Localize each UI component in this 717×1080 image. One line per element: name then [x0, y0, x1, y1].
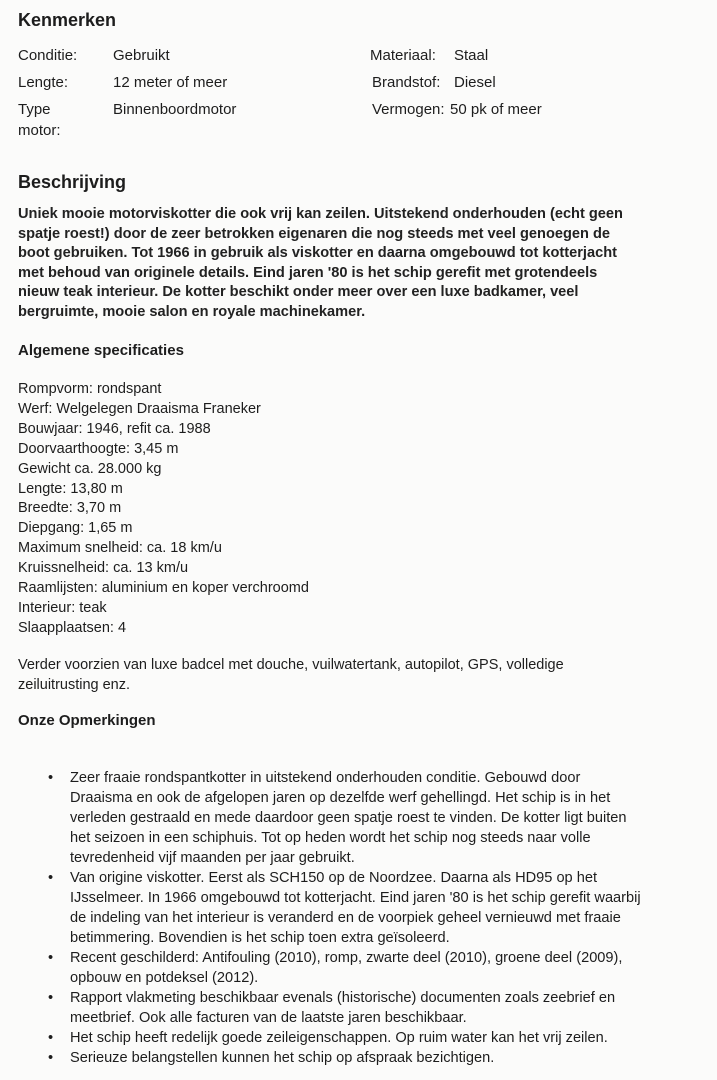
brandstof-label: Brandstof: [372, 74, 441, 91]
specificaties-list [18, 380, 309, 639]
remark-line: IJsselmeer. In 1966 omgebouwd tot kotterjacht. Eind jaren '80 is het schip gerefit waarbij [70, 890, 641, 906]
remark-line: • Serieuze belangstellen kunnen het schip op afspraak bezichtigen. [70, 1050, 495, 1066]
verder-line: zeiluitrusting enz. [18, 677, 131, 693]
verder-paragraph [18, 655, 668, 695]
spec-line: Slaapplaatsen: 4 [18, 619, 127, 636]
beschrijving-line: spatje roest!) door de zeer betrokken eigenaren die nog steeds met veel genoegen de [18, 225, 611, 242]
beschrijving-line: bergruimte, mooie salon en royale machinekamer. [18, 303, 366, 320]
remark-line: tevredenheid vijf maanden per jaar gebruikt. [70, 850, 355, 866]
beschrijving-body [18, 205, 698, 322]
type-motor-label-line1: Type [18, 101, 51, 118]
remark-line: het seizoen in een schiphuis. Tot op heden wordt het schip nog steeds naar volle [70, 830, 591, 846]
remark-line: de indeling van het interieur is veranderd en de voorpiek geheel vernieuwd met fraaie [70, 910, 621, 926]
beschrijving-heading: Beschrijving [18, 172, 127, 192]
spec-line: Kruissnelheid: ca. 13 km/u [18, 560, 189, 577]
spec-line: Rompvorm: rondspant [18, 381, 162, 397]
remark-item [48, 768, 688, 868]
remark-line: verleden gestraald en mede daardoor geen spatje roest te vinden. De kotter ligt buiten [70, 810, 627, 826]
beschrijving-line: met behoud van originele details. Eind jaren '80 is het schip gerefit met grotendeels [18, 264, 598, 281]
beschrijving-line: Uniek mooie motorviskotter die ook vrij kan zeilen. Uitstekend onderhouden (echt geen [18, 206, 623, 222]
remark-line: • Recent geschilderd: Antifouling (2010), romp, zwarte deel (2010), groene deel (2009), [70, 950, 623, 966]
remark-line: • Het schip heeft redelijk goede zeileigenschappen. Op ruim water kan het vrij zeilen. [70, 1030, 608, 1046]
verder-line: Verder voorzien van luxe badcel met douche, vuilwatertank, autopilot, GPS, volledige [18, 657, 564, 673]
remark-item [48, 948, 688, 988]
opmerkingen-list [48, 768, 688, 1068]
remark-item [48, 868, 688, 948]
remark-line: opbouw en potdeksel (2012). [70, 970, 259, 986]
spec-line: Werf: Welgelegen Draaisma Franeker [18, 400, 261, 417]
conditie-label: Conditie: [18, 47, 78, 64]
remark-line: • Zeer fraaie rondspantkotter in uitstekend onderhouden conditie. Gebouwd door [70, 770, 581, 786]
spec-line: Maximum snelheid: ca. 18 km/u [18, 540, 222, 557]
lengte-label: Lengte: [18, 74, 69, 91]
kenmerken-heading: Kenmerken [18, 10, 117, 30]
materiaal-label: Materiaal: [370, 47, 436, 64]
spec-line: Interieur: teak [18, 599, 107, 616]
spec-line: Bouwjaar: 1946, refit ca. 1988 [18, 420, 211, 437]
spec-line: Gewicht ca. 28.000 kg [18, 460, 162, 477]
opmerkingen-heading: Onze Opmerkingen [18, 712, 156, 729]
type-motor-value: Binnenboordmotor [113, 101, 237, 118]
remark-line: • Van origine viskotter. Eerst als SCH150 op de Noordzee. Daarna als HD95 op het [70, 870, 598, 886]
brandstof-value: Diesel [454, 74, 496, 91]
type-motor-label-line2: motor: [18, 122, 61, 139]
remark-item [48, 1048, 688, 1068]
remark-item [48, 1028, 688, 1048]
remark-line: betimmering. Bovendien is het schip toen extra geïsoleerd. [70, 930, 450, 946]
spec-line: Lengte: 13,80 m [18, 480, 123, 497]
lengte-value: 12 meter of meer [113, 74, 228, 91]
remark-line: Draaisma en ook de afgelopen jaren op dezelfde werf gehellingd. Het schip is in het [70, 790, 611, 806]
spec-line: Doorvaarthoogte: 3,45 m [18, 440, 179, 457]
beschrijving-line: nieuw teak interieur. De kotter beschikt onder meer over een luxe badkamer, veel [18, 284, 579, 300]
materiaal-value: Staal [454, 47, 489, 64]
remark-line: • Rapport vlakmeting beschikbaar evenals (historische) documenten zoals zeebrief en [70, 990, 616, 1006]
spec-line: Raamlijsten: aluminium en koper verchroomd [18, 580, 309, 597]
conditie-value: Gebruikt [113, 47, 170, 64]
vermogen-value: 50 pk of meer [450, 101, 542, 118]
beschrijving-line: boot gebruiken. Tot 1966 in gebruik als viskotter en daarna omgebouwd tot kotterjacht [18, 245, 617, 261]
spec-line: Breedte: 3,70 m [18, 500, 122, 517]
algemene-specificaties-heading: Algemene specificaties [18, 342, 184, 359]
vermogen-label: Vermogen: [372, 101, 445, 118]
remark-line: meetbrief. Ook alle facturen van de laatste jaren beschikbaar. [70, 1010, 467, 1026]
spec-line: Diepgang: 1,65 m [18, 520, 133, 537]
remark-item [48, 988, 688, 1028]
